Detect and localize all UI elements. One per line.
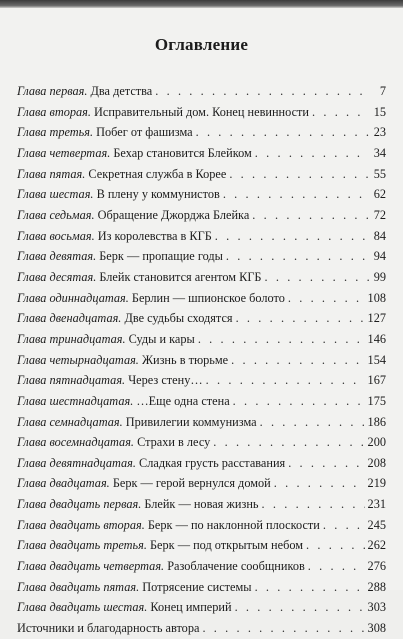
chapter-title: Сладкая грусть расставания: [139, 455, 286, 470]
toc-entry: [17, 556, 386, 577]
dot-leader: [231, 350, 364, 371]
page-number: 200: [367, 435, 386, 450]
chapter-title: Секретная служба в Корее: [88, 166, 227, 181]
toc-entry-title: [17, 205, 249, 226]
page-number: 34: [373, 145, 386, 160]
page-number: 72: [373, 207, 386, 222]
chapter-number: Глава пятнадцатая.: [17, 373, 126, 388]
chapter-title: Конец империй: [150, 600, 232, 615]
toc-entry-title: [17, 515, 320, 536]
dot-leader: [198, 329, 365, 350]
toc-entry: [17, 577, 386, 598]
toc-entry: [17, 164, 386, 185]
chapter-title: Берк — герой вернулся домой: [112, 476, 271, 491]
toc-entry-title: [17, 577, 252, 598]
toc-entry: [17, 184, 386, 205]
dot-leader: [265, 267, 370, 288]
toc-entry: [17, 391, 386, 412]
dot-leader: [323, 515, 365, 536]
toc-entry-title: [17, 535, 303, 556]
chapter-number: Глава тринадцатая.: [17, 331, 126, 346]
chapter-number: Глава седьмая.: [17, 207, 95, 222]
page-number: 175: [367, 393, 386, 408]
page-number: 303: [367, 600, 386, 615]
toc-entry-title: [17, 432, 210, 453]
dot-leader: [196, 122, 369, 143]
chapter-title: Исправительный дом. Конец невинности: [94, 104, 309, 119]
page-number: 154: [367, 352, 386, 367]
toc-entry-title: [17, 81, 152, 102]
page-number: 15: [373, 104, 386, 119]
toc-entry: [17, 226, 386, 247]
dot-leader: [229, 164, 369, 185]
dot-leader: [262, 494, 365, 515]
table-of-contents: [17, 81, 386, 639]
toc-entry-title: [17, 143, 252, 164]
toc-entry-title: [17, 350, 228, 371]
dot-leader: [308, 556, 365, 577]
toc-entry: [17, 432, 386, 453]
dot-leader: [255, 143, 369, 164]
toc-entry: [17, 515, 386, 536]
dot-leader: [226, 246, 369, 267]
toc-entry: [17, 122, 386, 143]
chapter-number: Глава четырнадцатая.: [17, 352, 139, 367]
chapter-number: Глава девятнадцатая.: [17, 455, 136, 470]
page-number: 23: [373, 125, 386, 140]
page-number: 308: [367, 621, 386, 636]
toc-entry-title: [17, 391, 230, 412]
page-number: 55: [373, 166, 386, 181]
page-number: 108: [367, 290, 386, 305]
chapter-number: Глава четвертая.: [17, 145, 111, 160]
chapter-number: Глава семнадцатая.: [17, 414, 123, 429]
chapter-number: Глава одиннадцатая.: [17, 290, 129, 305]
chapter-title: Берк — под открытым небом: [150, 538, 304, 553]
toc-entry-title: [17, 494, 259, 515]
dot-leader: [252, 205, 369, 226]
chapter-title: Через стену…: [128, 373, 203, 388]
toc-entry: [17, 205, 386, 226]
page-top-shadow: [0, 0, 403, 8]
toc-entry: [17, 453, 386, 474]
chapter-number: Глава двадцатая.: [17, 476, 110, 491]
page-number: 146: [367, 331, 386, 346]
chapter-number: Глава восьмая.: [17, 228, 95, 243]
toc-entry-title: [17, 412, 257, 433]
dot-leader: [202, 618, 364, 639]
page-number: 99: [373, 269, 386, 284]
toc-entry-title: [17, 556, 305, 577]
chapter-number: Глава пятая.: [17, 166, 86, 181]
toc-entry: [17, 412, 386, 433]
toc-entry: [17, 350, 386, 371]
dot-leader: [223, 184, 369, 205]
page-number: 167: [367, 373, 386, 388]
page-number: 186: [367, 414, 386, 429]
toc-entry: [17, 288, 386, 309]
chapter-number: Глава двадцать четвертая.: [17, 559, 165, 574]
chapter-number: Глава двадцать третья.: [17, 538, 147, 553]
chapter-title: В плену у коммунистов: [96, 187, 220, 202]
chapter-title: Берк — пропащие годы: [99, 249, 223, 264]
page-number: 7: [379, 84, 386, 98]
toc-entry-title: [17, 122, 193, 143]
dot-leader: [306, 535, 365, 556]
dot-leader: [206, 370, 365, 391]
toc-entry: [17, 597, 386, 618]
toc-entry: [17, 246, 386, 267]
toc-entry-title: [17, 184, 220, 205]
chapter-number: Глава двадцать первая.: [17, 497, 142, 512]
chapter-number: Глава девятая.: [17, 249, 97, 264]
chapter-number: Глава десятая.: [17, 269, 97, 284]
chapter-number: Глава двадцать вторая.: [17, 517, 145, 532]
page-number: 262: [367, 538, 386, 553]
toc-entry-title: [17, 226, 212, 247]
toc-entry-title: [17, 102, 309, 123]
page-number: 245: [367, 517, 386, 532]
toc-entry: [17, 267, 386, 288]
toc-entry: [17, 329, 386, 350]
dot-leader: [288, 453, 364, 474]
chapter-title: Жизнь в тюрьме: [141, 352, 229, 367]
chapter-title: Источники и благодарность автора: [17, 621, 200, 636]
chapter-title: Побег от фашизма: [96, 125, 193, 140]
page-number: 62: [373, 187, 386, 202]
chapter-number: Глава первая.: [17, 84, 88, 98]
dot-leader: [213, 432, 364, 453]
dot-leader: [255, 577, 365, 598]
chapter-title: Разоблачение сообщников: [167, 559, 305, 574]
dot-leader: [274, 473, 365, 494]
dot-leader: [236, 308, 365, 329]
toc-entry-title: [17, 329, 195, 350]
chapter-title: Блейк становится агентом КГБ: [99, 269, 262, 284]
chapter-title: Страхи в лесу: [137, 435, 211, 450]
chapter-title: Привилегии коммунизма: [125, 414, 257, 429]
chapter-title: Бехар становится Блейком: [113, 145, 252, 160]
page-number: 127: [367, 311, 386, 326]
page-number: 276: [367, 559, 386, 574]
toc-entry: [17, 473, 386, 494]
toc-entry-title: [17, 246, 223, 267]
dot-leader: [235, 597, 365, 618]
page-number: 208: [367, 455, 386, 470]
chapter-title: Берлин — шпионское болото: [131, 290, 285, 305]
chapter-number: Глава третья.: [17, 125, 94, 140]
toc-entry: [17, 618, 386, 639]
dot-leader: [312, 102, 369, 123]
chapter-title: Потрясение системы: [142, 579, 252, 594]
toc-entry: [17, 81, 386, 102]
chapter-number: Глава вторая.: [17, 104, 91, 119]
toc-entry: [17, 370, 386, 391]
chapter-title: Берк — по наклонной плоскости: [147, 517, 320, 532]
dot-leader: [155, 81, 369, 102]
toc-entry-title: [17, 597, 232, 618]
chapter-title: Два детства: [90, 84, 153, 98]
page-number: 231: [367, 497, 386, 512]
chapter-title: Две судьбы сходятся: [124, 311, 233, 326]
chapter-number: Глава двадцать пятая.: [17, 579, 140, 594]
book-page: [0, 8, 403, 636]
chapter-number: Глава восемнадцатая.: [17, 435, 134, 450]
page-number: 84: [373, 228, 386, 243]
chapter-title: Суды и кары: [128, 331, 195, 346]
dot-leader: [260, 412, 365, 433]
chapter-title: Обращение Джорджа Блейка: [97, 207, 250, 222]
page-title: Оглавление: [154, 35, 249, 54]
chapter-number: Глава двенадцатая.: [17, 311, 122, 326]
toc-entry: [17, 535, 386, 556]
toc-entry-title: [17, 370, 203, 391]
chapter-number: Глава шестая.: [17, 187, 94, 202]
page-number: 94: [373, 249, 386, 264]
dot-leader: [215, 226, 369, 247]
page-number: 288: [367, 579, 386, 594]
toc-entry-title: [17, 473, 271, 494]
dot-leader: [288, 288, 365, 309]
page-number: 219: [367, 476, 386, 491]
chapter-number: Глава двадцать шестая.: [17, 600, 148, 615]
chapter-title: Из королевства в КГБ: [97, 228, 212, 243]
toc-entry-title: [17, 308, 233, 329]
dot-leader: [233, 391, 365, 412]
toc-entry-title: [17, 618, 199, 639]
chapter-number: Глава шестнадцатая.: [17, 393, 134, 408]
chapter-title: Блейк — новая жизнь: [144, 497, 259, 512]
toc-entry: [17, 494, 386, 515]
toc-entry: [17, 143, 386, 164]
toc-entry: [17, 308, 386, 329]
chapter-title: …Еще одна стена: [136, 393, 230, 408]
toc-entry: [17, 102, 386, 123]
toc-entry-title: [17, 288, 285, 309]
toc-entry-title: [17, 267, 262, 288]
toc-entry-title: [17, 453, 285, 474]
toc-entry-title: [17, 164, 226, 185]
